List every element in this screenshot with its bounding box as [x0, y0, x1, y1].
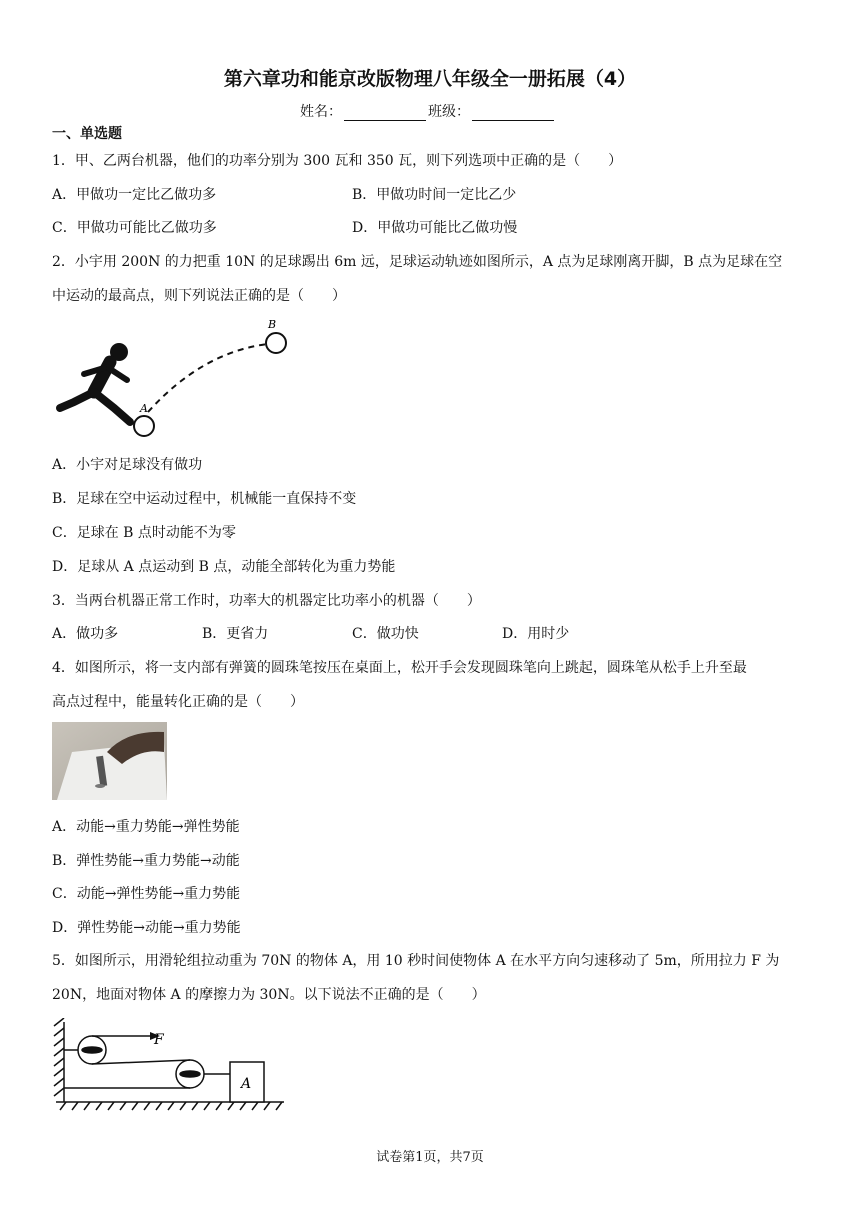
section-heading: 一、单选题: [52, 126, 122, 142]
q4-option-c: C．动能→弹性势能→重力势能: [52, 886, 241, 902]
q2-option-b: B．足球在空中运动过程中，机械能一直保持不变: [52, 491, 357, 507]
q4-option-b: B．弹性势能→重力势能→动能: [52, 853, 240, 869]
pen-press-photo: [52, 722, 167, 800]
q4-stem-line1: 4．如图所示，将一支内部有弹簧的圆珠笔按压在桌面上，松开手会发现圆珠笔向上跳起，圆珠笔从松手上升至最: [52, 660, 747, 676]
q4-stem-line2: 高点过程中，能量转化正确的是（ ）: [52, 694, 304, 710]
page-title: 第六章功和能京改版物理八年级全一册拓展（4）: [223, 68, 637, 90]
force-label: F: [154, 1032, 164, 1048]
name-blank: [344, 106, 426, 121]
q1-stem: 1．甲、乙两台机器，他们的功率分别为 300 瓦和 350 瓦，则下列选项中正确的是（ ）: [52, 153, 623, 169]
page-footer: 试卷第1页，共7页: [376, 1150, 484, 1165]
q2-stem-line1: 2．小宇用 200N 的力把重 10N 的足球踢出 6m 远，足球运动轨迹如图所示，A 点为足球刚离开脚，B 点为足球在空: [52, 254, 783, 270]
q1-option-a: A．甲做功一定比乙做功多: [52, 187, 217, 203]
q2-option-c: C．足球在 B 点时动能不为零: [52, 525, 236, 541]
ball-a: [134, 416, 154, 436]
q3-option-c: C．做功快: [352, 626, 419, 642]
q5-stem-line1: 5．如图所示，用滑轮组拉动重为 70N 的物体 A，用 10 秒时间使物体 A 在水平方向匀速移动了 5m，所用拉力 F 为: [52, 953, 780, 969]
q4-option-a: A．动能→重力势能→弹性势能: [52, 819, 240, 835]
q4-option-d: D．弹性势能→动能→重力势能: [52, 920, 241, 936]
q1-option-c: C．甲做功可能比乙做功多: [52, 220, 217, 236]
label-b: B: [268, 318, 277, 331]
q2-stem-line2: 中运动的最高点，则下列说法正确的是（ ）: [52, 288, 346, 304]
pulley-system-figure: [50, 1018, 290, 1114]
q3-stem: 3．当两台机器正常工作时，功率大的机器定比功率小的机器（ ）: [52, 593, 481, 609]
soccer-kick-figure: [52, 312, 292, 442]
block-label: A: [241, 1076, 252, 1092]
name-label: 姓名：: [300, 104, 342, 120]
q3-option-b: B．更省力: [202, 626, 269, 642]
label-a: A: [140, 402, 148, 415]
class-label: 班级：: [428, 104, 470, 120]
q1-option-d: D．甲做功可能比乙做功慢: [352, 220, 518, 236]
q5-stem-line2: 20N，地面对物体 A 的摩擦力为 30N。以下说法不正确的是（ ）: [52, 987, 486, 1003]
q2-option-d: D．足球从 A 点运动到 B 点，动能全部转化为重力势能: [52, 559, 396, 575]
class-blank: [472, 106, 554, 121]
q2-option-a: A．小宇对足球没有做功: [52, 457, 203, 473]
q3-option-a: A．做功多: [52, 626, 119, 642]
student-info: [300, 101, 556, 121]
q1-option-b: B．甲做功时间一定比乙少: [352, 187, 517, 203]
q3-option-d: D．用时少: [502, 626, 570, 642]
ball-b: [266, 333, 286, 353]
